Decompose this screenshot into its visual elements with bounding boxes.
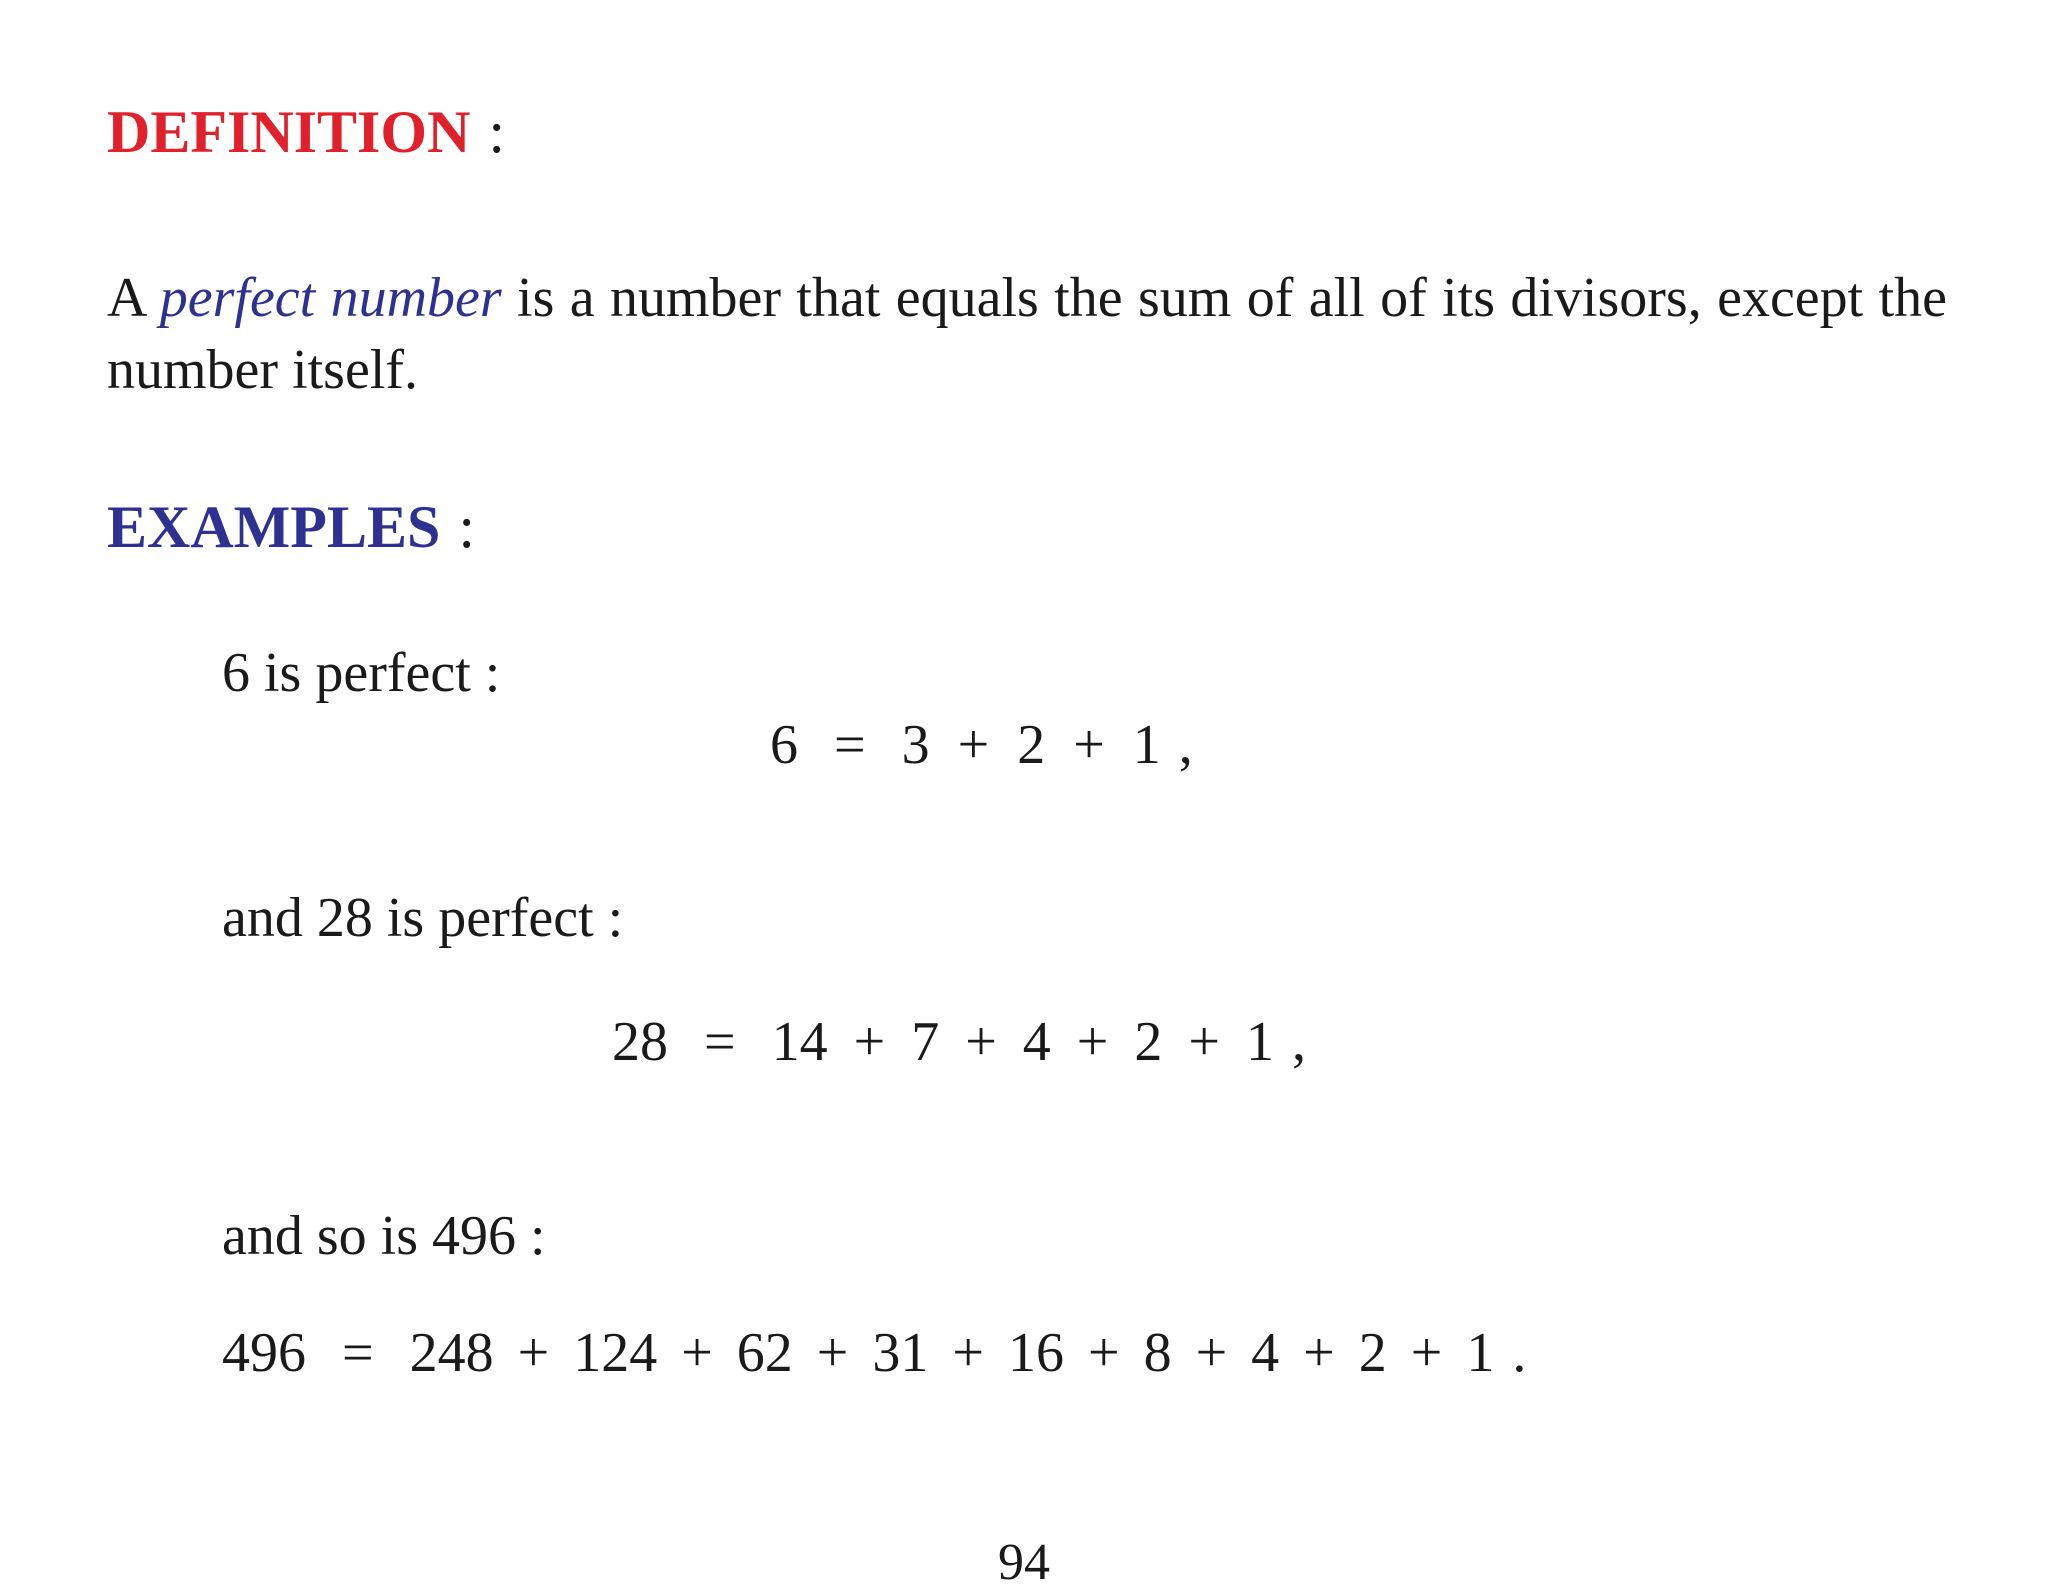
equation-term: 2: [1017, 714, 1046, 776]
equation-term: 4: [1251, 1322, 1280, 1384]
equation-term: 14: [771, 1011, 828, 1073]
equation-term: 1: [1132, 714, 1161, 776]
example-equation: [222, 1322, 1527, 1384]
examples-heading: [107, 494, 476, 560]
equation-term: 2: [1358, 1322, 1387, 1384]
equation-lhs: 496: [222, 1322, 306, 1384]
equation-lhs: 28: [612, 1011, 668, 1073]
equals-sign: =: [704, 1011, 736, 1073]
equation-term: 124: [573, 1322, 658, 1384]
plus-sign: +: [1188, 1011, 1220, 1073]
equation-term: 1: [1245, 1011, 1274, 1073]
equals-sign: =: [342, 1322, 374, 1384]
plus-sign: +: [1410, 1322, 1443, 1384]
example-intro: 6 is perfect :: [222, 642, 501, 704]
example-intro: and so is 496 :: [222, 1205, 546, 1267]
definition-heading-colon: :: [488, 99, 506, 165]
equals-sign: =: [834, 714, 866, 776]
equation-term: 248: [409, 1322, 494, 1384]
equation-term: 16: [1007, 1322, 1064, 1384]
definition-text-before: A: [107, 267, 160, 329]
definition-heading-label: DEFINITION: [107, 99, 471, 165]
plus-sign: +: [1073, 714, 1105, 776]
plus-sign: +: [1303, 1322, 1335, 1384]
plus-sign: +: [517, 1322, 550, 1384]
equation-punctuation: ,: [1178, 714, 1193, 776]
plus-sign: +: [965, 1011, 997, 1073]
example-equation: [612, 1011, 1306, 1073]
equation-term: 2: [1134, 1011, 1163, 1073]
plus-sign: +: [1087, 1322, 1120, 1384]
definition-heading: [107, 99, 506, 165]
examples-heading-colon: :: [458, 494, 476, 560]
plus-sign: +: [1195, 1322, 1228, 1384]
equation-term: 1: [1466, 1322, 1495, 1384]
equation-punctuation: .: [1512, 1322, 1527, 1384]
equation-term: 7: [911, 1011, 940, 1073]
plus-sign: +: [957, 714, 990, 776]
example-equation: [770, 714, 1193, 776]
plus-sign: +: [952, 1322, 984, 1384]
example-intro: and 28 is perfect :: [222, 887, 624, 949]
examples-heading-label: EXAMPLES: [107, 494, 441, 560]
definition-paragraph: [107, 262, 1947, 406]
equation-term: 31: [872, 1322, 929, 1384]
plus-sign: +: [816, 1322, 849, 1384]
equation-term: 4: [1022, 1011, 1051, 1073]
equation-lhs: 6: [770, 714, 798, 776]
plus-sign: +: [681, 1322, 713, 1384]
plus-sign: +: [853, 1011, 886, 1073]
equation-term: 3: [901, 714, 930, 776]
definition-text-after: is a number that equals the sum of all of its divisors, except the number itself.: [107, 267, 1947, 401]
equation-term: 62: [736, 1322, 793, 1384]
equation-term: 8: [1143, 1322, 1172, 1384]
definition-term: perfect number: [159, 267, 502, 329]
equation-punctuation: ,: [1291, 1011, 1306, 1073]
plus-sign: +: [1076, 1011, 1109, 1073]
page-number: 94: [998, 1534, 1050, 1591]
